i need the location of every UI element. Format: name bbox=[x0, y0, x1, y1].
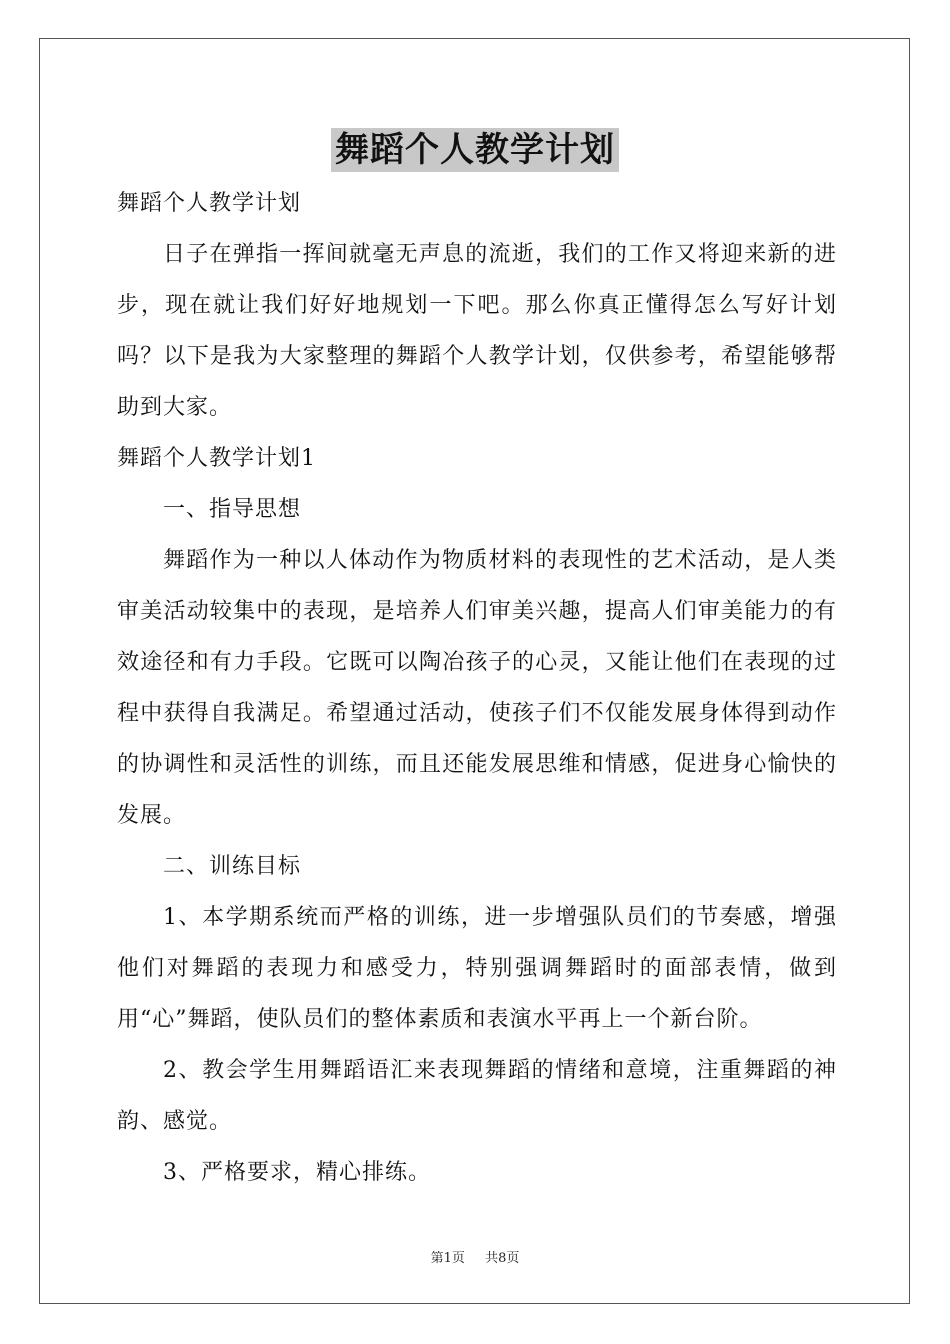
paragraph-subtitle: 舞蹈个人教学计划 bbox=[117, 191, 302, 216]
page-number: 第1页 bbox=[430, 1251, 465, 1266]
document-title-text: 舞蹈个人教学计划 bbox=[331, 128, 619, 172]
page-footer bbox=[0, 1247, 950, 1266]
document-title bbox=[0, 128, 950, 178]
paragraph-guiding-ideology: 舞蹈作为一种以人体动作为物质材料的表现性的艺术活动，是人类审美活动较集中的表现，是培养人们审美兴趣，提高人们审美能力的有效途径和有力手段。它既可以陶冶孩子的心灵，又能让他们在表现的过程中获得自我满足。希望通过活动，使孩子们不仅能发展身体得到动作的协调性和灵活性的训练，而且还能发展思维和情感，促进身心愉快的发展。 bbox=[117, 548, 837, 828]
page-total: 共8页 bbox=[485, 1251, 520, 1266]
paragraph-intro: 日子在弹指一挥间就毫无声息的流逝，我们的工作又将迎来新的进步，现在就让我们好好地规划一下吧。那么你真正懂得怎么写好计划吗？以下是我为大家整理的舞蹈个人教学计划，仅供参考，希望能够帮助到大家。 bbox=[117, 242, 837, 420]
paragraph-goal-2: 2、教会学生用舞蹈语汇来表现舞蹈的情绪和意境，注重舞蹈的神韵、感觉。 bbox=[117, 1058, 837, 1134]
section-heading-training-goals: 二、训练目标 bbox=[163, 854, 302, 879]
section-heading-guiding-ideology: 一、指导思想 bbox=[163, 497, 302, 522]
paragraph-goal-1: 1、本学期系统而严格的训练，进一步增强队员们的节奏感，增强他们对舞蹈的表现力和感受力，特别强调舞蹈时的面部表情，做到用“心”舞蹈，使队员们的整体素质和表演水平再上一个新台阶。 bbox=[117, 905, 837, 1032]
paragraph-plan-1-heading: 舞蹈个人教学计划1 bbox=[117, 446, 316, 471]
paragraph-goal-3: 3、严格要求，精心排练。 bbox=[163, 1160, 431, 1185]
document-body bbox=[117, 178, 837, 1198]
